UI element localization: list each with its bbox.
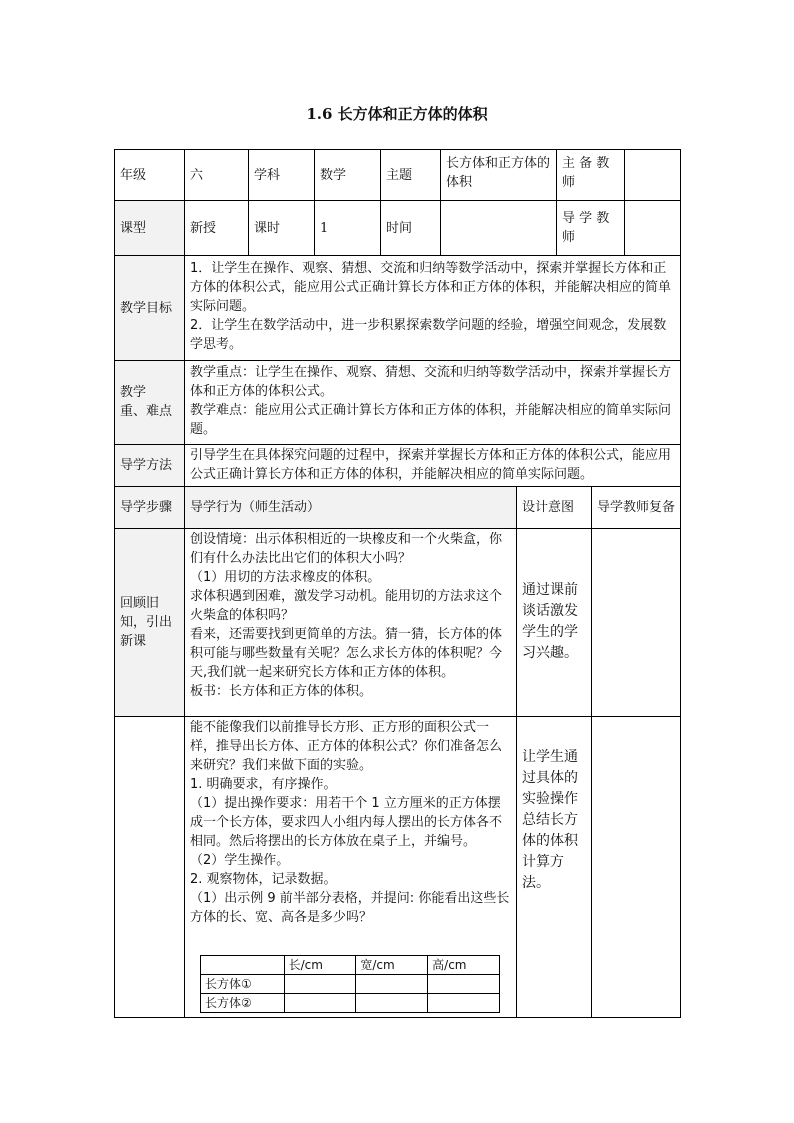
table-cell: [356, 994, 428, 1013]
keypoints-label-line: 教学: [120, 385, 147, 400]
goals-label: 教学目标: [115, 256, 184, 360]
grid-line: [114, 1017, 681, 1018]
grade-label: 年级: [120, 167, 147, 183]
table-row: [201, 994, 500, 1013]
time-label: 时间: [386, 220, 413, 236]
table-cell: [356, 975, 428, 994]
lesson-type-label: 课型: [115, 201, 184, 255]
cuboid-table: [200, 955, 500, 1013]
table-row: [201, 975, 500, 994]
goals-content: [185, 256, 680, 360]
keypoints-label: [115, 361, 184, 444]
keypoint-item: 教学难点：能应用公式正确计算长方体和正方体的体积，并能解决相应的简单实际问题。: [190, 403, 672, 437]
section1-line: 看来，还需要找到更简单的方法。猜一猜，长方体的体积可能与哪些数量有关呢？怎么求长方体的体积呢？今天,我们就一起来研究长方体和正方体的体积。: [190, 627, 503, 680]
cuboid-table-header-width: 宽/cm: [356, 956, 428, 975]
header-review: 导学教师复备: [597, 500, 676, 515]
section2-line: 能不能像我们以前推导长方形、正方形的面积公式一样，推导出长方体、正方体的体积公式？你们准备怎么来研究？我们来做下面的实验。: [190, 720, 503, 773]
grade-value: 六: [190, 167, 204, 183]
guide-teacher-label: 导 学 教 师: [562, 211, 610, 245]
header-intent: 设计意图: [522, 500, 575, 515]
topic-value: 长方体和正方体的体积: [446, 156, 551, 190]
section1-line: 求体积遇到困难，激发学习动机。能用切的方法求这个火柴盒的体积吗？: [190, 589, 503, 623]
keypoints-content: [185, 361, 680, 444]
table-cell: [284, 994, 356, 1013]
hours-label: 课时: [254, 220, 281, 236]
cuboid-table-corner: [201, 956, 285, 975]
time-value: [441, 201, 556, 255]
goal-item: 1．让学生在操作、观察、猜想、交流和归纳等数学活动中，探索并掌握长方体和正方体的体积公式，能应用公式正确计算长方体和正方体的体积，并能解决相应的简单实际问题。: [190, 261, 672, 314]
hours-value: 1: [320, 220, 329, 236]
section2-review: [592, 717, 680, 1017]
document-title: 1.6 长方体和正方体的体积: [306, 105, 488, 123]
section2-line: 1. 明确要求，有序操作。: [190, 777, 337, 792]
header-behavior: 导学行为（师生活动）: [185, 487, 516, 528]
lead-teacher-label: 主 备 教 师: [562, 156, 610, 190]
section1-review: [592, 529, 680, 716]
table-cell: [284, 975, 356, 994]
lesson-type-value: 新授: [190, 220, 217, 236]
section2-intent: 让学生通过具体的实验操作总结长方体的体积计算方法。: [522, 749, 578, 891]
cuboid-table-header-height: 高/cm: [428, 956, 500, 975]
method-label: 导学方法: [115, 445, 184, 486]
section2-step: [115, 717, 184, 1017]
table-cell: [428, 994, 500, 1013]
method-text: 引导学生在具体探究问题的过程中，探索并掌握长方体和正方体的体积公式，能应用公式正确计算长方体和正方体的体积，并能解决相应的简单实际问题。: [190, 448, 672, 482]
header-steps: 导学步骤: [115, 487, 184, 528]
section2-line: （1）出示例 9 前半部分表格，并提问: 你能看出这些长方体的长、宽、高各是多少吗？: [190, 891, 510, 925]
section1-content: [185, 529, 516, 716]
cuboid-table-header: [201, 956, 500, 975]
cuboid-row-label: 长方体①: [201, 975, 285, 994]
cuboid-table-header-length: 长/cm: [284, 956, 356, 975]
topic-label: 主题: [386, 167, 413, 183]
section1-line: 板书：长方体和正方体的体积。: [190, 684, 373, 699]
section2-line: 2. 观察物体，记录数据。: [190, 872, 337, 887]
section2-line: （1）提出操作要求：用若干个 1 立方厘米的正方体摆成一个长方体，要求四人小组内每人摆出的长方体各不相同。然后将摆出的长方体放在桌子上，并编号。: [190, 796, 503, 849]
section1-intent: 通过课前谈话激发学生的学习兴趣。: [522, 582, 578, 661]
section1-line: 创设情境：出示体积相近的一块橡皮和一个火柴盒，你们有什么办法比出它们的体积大小吗？: [190, 532, 503, 566]
cuboid-row-label: 长方体②: [201, 994, 285, 1013]
grid-line: [680, 149, 681, 1018]
goal-item: 2．让学生在数学活动中，进一步积累探索数学问题的经验，增强空间观念，发展数学思考。: [190, 318, 667, 352]
subject-value: 数学: [320, 167, 347, 183]
keypoint-item: 教学重点：让学生在操作、观察、猜想、交流和归纳等数学活动中，探索并掌握长方体和正方体的体积公式。: [190, 365, 672, 399]
guide-teacher-value: [625, 201, 680, 255]
table-cell: [428, 975, 500, 994]
section2-line: （2）学生操作。: [190, 853, 290, 868]
subject-label: 学科: [254, 167, 281, 183]
section1-line: （1）用切的方法求橡皮的体积。: [190, 570, 381, 585]
keypoints-label-line: 重、难点: [120, 404, 173, 419]
lead-teacher-value: [625, 150, 680, 200]
section1-step: 回顾旧知，引出新课: [115, 529, 184, 716]
